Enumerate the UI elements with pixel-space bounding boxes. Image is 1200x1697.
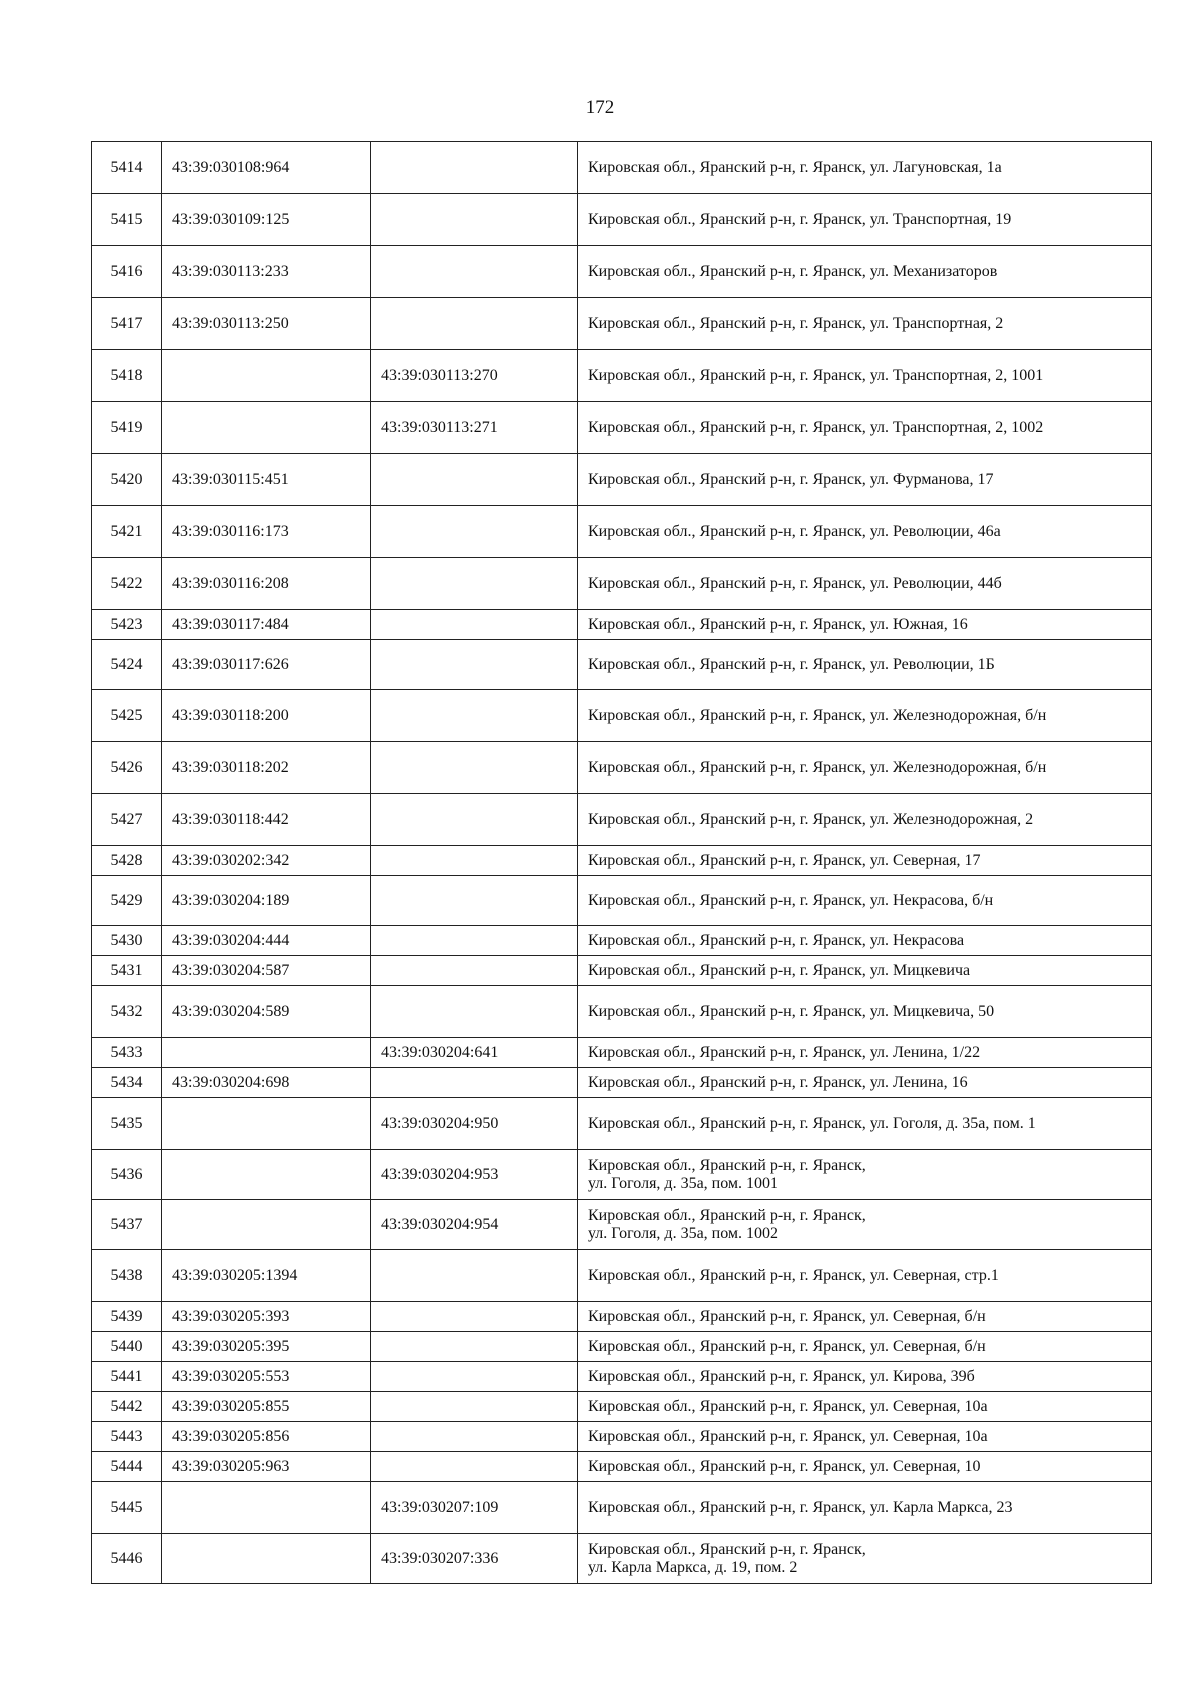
row-number: 5442 (92, 1392, 162, 1422)
address-cell (578, 1068, 1152, 1098)
address-cell (578, 1250, 1152, 1302)
address-cell (578, 986, 1152, 1038)
address-line: Кировская обл., Яранский р-н, г. Яранск, ул. Некрасова (588, 931, 965, 949)
address-line-2: ул. Гоголя, д. 35а, пом. 1002 (588, 1224, 779, 1242)
table-row (92, 956, 1152, 986)
address-line: Кировская обл., Яранский р-н, г. Яранск, (588, 1540, 866, 1558)
cadastral-number-land: 43:39:030113:233 (162, 246, 371, 298)
table-row (92, 454, 1152, 506)
address-line: Кировская обл., Яранский р-н, г. Яранск, ул. Гоголя, д. 35а, пом. 1 (588, 1114, 1036, 1132)
table-row (92, 1392, 1152, 1422)
table-row (92, 1452, 1152, 1482)
address-cell (578, 846, 1152, 876)
row-number: 5445 (92, 1482, 162, 1534)
address-line: Кировская обл., Яранский р-н, г. Яранск, ул. Южная, 16 (588, 615, 968, 633)
cadastral-number-land: 43:39:030205:553 (162, 1362, 371, 1392)
table-row (92, 794, 1152, 846)
cadastral-number-building: 43:39:030207:109 (371, 1482, 578, 1534)
address-line: Кировская обл., Яранский р-н, г. Яранск, ул. Кирова, 39б (588, 1367, 975, 1385)
cadastral-number-land: 43:39:030118:202 (162, 742, 371, 794)
cadastral-number-land: 43:39:030118:442 (162, 794, 371, 846)
cadastral-number-land: 43:39:030205:1394 (162, 1250, 371, 1302)
address-cell (578, 1302, 1152, 1332)
table-row (92, 876, 1152, 926)
row-number: 5438 (92, 1250, 162, 1302)
cadastral-number-land: 43:39:030204:587 (162, 956, 371, 986)
row-number: 5433 (92, 1038, 162, 1068)
row-number: 5432 (92, 986, 162, 1038)
table-row (92, 1332, 1152, 1362)
address-cell (578, 690, 1152, 742)
cadastral-number-land (162, 1200, 371, 1250)
row-number: 5423 (92, 610, 162, 640)
address-cell (578, 1362, 1152, 1392)
address-cell (578, 350, 1152, 402)
address-cell (578, 640, 1152, 690)
address-line: Кировская обл., Яранский р-н, г. Яранск, ул. Железнодорожная, б/н (588, 758, 1047, 776)
address-cell (578, 1534, 1152, 1584)
row-number: 5434 (92, 1068, 162, 1098)
cadastral-number-building: 43:39:030207:336 (371, 1534, 578, 1584)
row-number: 5414 (92, 142, 162, 194)
address-cell (578, 1332, 1152, 1362)
cadastral-number-land: 43:39:030204:189 (162, 876, 371, 926)
row-number: 5444 (92, 1452, 162, 1482)
row-number: 5425 (92, 690, 162, 742)
address-line: Кировская обл., Яранский р-н, г. Яранск, ул. Северная, стр.1 (588, 1266, 999, 1284)
address-line: Кировская обл., Яранский р-н, г. Яранск, ул. Некрасова, б/н (588, 891, 994, 909)
address-line: Кировская обл., Яранский р-н, г. Яранск, ул. Мицкевича, 50 (588, 1002, 995, 1020)
table-row (92, 246, 1152, 298)
address-cell (578, 956, 1152, 986)
address-cell (578, 1452, 1152, 1482)
row-number: 5421 (92, 506, 162, 558)
table-row (92, 298, 1152, 350)
page-number: 172 (585, 97, 615, 118)
address-cell (578, 558, 1152, 610)
cadastral-number-building: 43:39:030204:954 (371, 1200, 578, 1250)
table-row (92, 1482, 1152, 1534)
row-number: 5415 (92, 194, 162, 246)
cadastral-number-building (371, 558, 578, 610)
address-line: Кировская обл., Яранский р-н, г. Яранск, ул. Северная, 17 (588, 851, 981, 869)
cadastral-number-land (162, 1038, 371, 1068)
address-line: Кировская обл., Яранский р-н, г. Яранск, ул. Северная, б/н (588, 1337, 986, 1355)
cadastral-number-building (371, 926, 578, 956)
address-line: Кировская обл., Яранский р-н, г. Яранск, ул. Транспортная, 19 (588, 210, 1012, 228)
cadastral-number-land: 43:39:030118:200 (162, 690, 371, 742)
row-number: 5427 (92, 794, 162, 846)
address-line: Кировская обл., Яранский р-н, г. Яранск, ул. Северная, б/н (588, 1307, 986, 1325)
cadastral-number-building: 43:39:030204:950 (371, 1098, 578, 1150)
address-line: Кировская обл., Яранский р-н, г. Яранск, ул. Ленина, 1/22 (588, 1043, 981, 1061)
address-line: Кировская обл., Яранский р-н, г. Яранск, ул. Революции, 44б (588, 574, 1002, 592)
table-row (92, 558, 1152, 610)
address-cell (578, 1200, 1152, 1250)
cadastral-number-building (371, 1422, 578, 1452)
address-line-2: ул. Карла Маркса, д. 19, пом. 2 (588, 1558, 798, 1576)
row-number: 5426 (92, 742, 162, 794)
table-row (92, 1302, 1152, 1332)
cadastral-number-building (371, 246, 578, 298)
row-number: 5420 (92, 454, 162, 506)
cadastral-number-building (371, 742, 578, 794)
cadastral-number-land (162, 402, 371, 454)
cadastral-number-building (371, 956, 578, 986)
cadastral-number-land: 43:39:030204:444 (162, 926, 371, 956)
cadastral-number-building (371, 986, 578, 1038)
cadastral-number-land: 43:39:030116:173 (162, 506, 371, 558)
row-number: 5430 (92, 926, 162, 956)
address-line: Кировская обл., Яранский р-н, г. Яранск, (588, 1206, 866, 1224)
address-cell (578, 926, 1152, 956)
table-row (92, 402, 1152, 454)
address-cell (578, 1422, 1152, 1452)
address-line: Кировская обл., Яранский р-н, г. Яранск, ул. Северная, 10а (588, 1397, 988, 1415)
cadastral-number-building (371, 846, 578, 876)
cadastral-number-building (371, 194, 578, 246)
address-line: Кировская обл., Яранский р-н, г. Яранск, ул. Железнодорожная, б/н (588, 706, 1047, 724)
cadastral-number-building (371, 610, 578, 640)
cadastral-number-land: 43:39:030205:393 (162, 1302, 371, 1332)
cadastral-number-land (162, 1150, 371, 1200)
cadastral-number-land (162, 1482, 371, 1534)
row-number: 5422 (92, 558, 162, 610)
address-cell (578, 1038, 1152, 1068)
address-line-2: ул. Гоголя, д. 35а, пом. 1001 (588, 1174, 779, 1192)
address-line: Кировская обл., Яранский р-н, г. Яранск, ул. Механизаторов (588, 262, 998, 280)
row-number: 5446 (92, 1534, 162, 1584)
table-row (92, 690, 1152, 742)
cadastral-number-land: 43:39:030117:484 (162, 610, 371, 640)
row-number: 5424 (92, 640, 162, 690)
address-cell (578, 142, 1152, 194)
cadastral-number-building (371, 1332, 578, 1362)
address-line: Кировская обл., Яранский р-н, г. Яранск, ул. Фурманова, 17 (588, 470, 994, 488)
registry-table (91, 141, 1152, 1584)
row-number: 5419 (92, 402, 162, 454)
address-cell (578, 298, 1152, 350)
row-number: 5435 (92, 1098, 162, 1150)
address-cell (578, 454, 1152, 506)
address-line: Кировская обл., Яранский р-н, г. Яранск, ул. Транспортная, 2, 1001 (588, 366, 1044, 384)
cadastral-number-building (371, 876, 578, 926)
cadastral-number-building: 43:39:030113:271 (371, 402, 578, 454)
cadastral-number-land: 43:39:030109:125 (162, 194, 371, 246)
address-cell (578, 876, 1152, 926)
address-cell (578, 1150, 1152, 1200)
cadastral-number-land: 43:39:030205:963 (162, 1452, 371, 1482)
table-row (92, 1200, 1152, 1250)
address-cell (578, 506, 1152, 558)
cadastral-number-building (371, 142, 578, 194)
address-line: Кировская обл., Яранский р-н, г. Яранск, ул. Лагуновская, 1а (588, 158, 1002, 176)
row-number: 5428 (92, 846, 162, 876)
cadastral-number-land: 43:39:030204:698 (162, 1068, 371, 1098)
table-row (92, 350, 1152, 402)
table-row (92, 1150, 1152, 1200)
cadastral-number-land: 43:39:030202:342 (162, 846, 371, 876)
address-line: Кировская обл., Яранский р-н, г. Яранск, ул. Транспортная, 2, 1002 (588, 418, 1044, 436)
table-row (92, 1250, 1152, 1302)
cadastral-number-building (371, 794, 578, 846)
table-row (92, 142, 1152, 194)
cadastral-number-building (371, 640, 578, 690)
address-cell (578, 742, 1152, 794)
table-row (92, 1422, 1152, 1452)
address-line: Кировская обл., Яранский р-н, г. Яранск, ул. Ленина, 16 (588, 1073, 968, 1091)
row-number: 5416 (92, 246, 162, 298)
table-row (92, 506, 1152, 558)
address-line: Кировская обл., Яранский р-н, г. Яранск, ул. Революции, 1Б (588, 655, 995, 673)
row-number: 5429 (92, 876, 162, 926)
cadastral-number-building: 43:39:030204:641 (371, 1038, 578, 1068)
row-number: 5440 (92, 1332, 162, 1362)
cadastral-number-land: 43:39:030115:451 (162, 454, 371, 506)
cadastral-number-building (371, 690, 578, 742)
row-number: 5439 (92, 1302, 162, 1332)
row-number: 5441 (92, 1362, 162, 1392)
cadastral-number-building (371, 506, 578, 558)
cadastral-number-building (371, 1362, 578, 1392)
address-line: Кировская обл., Яранский р-н, г. Яранск, (588, 1156, 866, 1174)
cadastral-number-building (371, 1452, 578, 1482)
address-cell (578, 402, 1152, 454)
cadastral-number-building: 43:39:030204:953 (371, 1150, 578, 1200)
cadastral-number-building (371, 1302, 578, 1332)
table-row (92, 1098, 1152, 1150)
cadastral-number-building (371, 298, 578, 350)
cadastral-number-building (371, 1250, 578, 1302)
table-row (92, 1534, 1152, 1584)
cadastral-number-building (371, 1392, 578, 1422)
row-number: 5436 (92, 1150, 162, 1200)
address-line: Кировская обл., Яранский р-н, г. Яранск, ул. Революции, 46а (588, 522, 1001, 540)
cadastral-number-building: 43:39:030113:270 (371, 350, 578, 402)
cadastral-number-land: 43:39:030204:589 (162, 986, 371, 1038)
cadastral-number-land: 43:39:030205:856 (162, 1422, 371, 1452)
address-line: Кировская обл., Яранский р-н, г. Яранск, ул. Северная, 10а (588, 1427, 988, 1445)
address-line: Кировская обл., Яранский р-н, г. Яранск, ул. Транспортная, 2 (588, 314, 1004, 332)
table-row (92, 610, 1152, 640)
address-cell (578, 194, 1152, 246)
cadastral-number-land: 43:39:030117:626 (162, 640, 371, 690)
row-number: 5417 (92, 298, 162, 350)
cadastral-number-land (162, 350, 371, 402)
table-row (92, 846, 1152, 876)
table-row (92, 1038, 1152, 1068)
row-number: 5418 (92, 350, 162, 402)
address-cell (578, 1482, 1152, 1534)
cadastral-number-land: 43:39:030116:208 (162, 558, 371, 610)
cadastral-number-land: 43:39:030113:250 (162, 298, 371, 350)
cadastral-number-land (162, 1098, 371, 1150)
cadastral-number-land: 43:39:030205:395 (162, 1332, 371, 1362)
table-row (92, 926, 1152, 956)
cadastral-number-building (371, 454, 578, 506)
registry-body (92, 142, 1152, 1584)
cadastral-number-land: 43:39:030205:855 (162, 1392, 371, 1422)
address-cell (578, 246, 1152, 298)
row-number: 5443 (92, 1422, 162, 1452)
table-row (92, 1362, 1152, 1392)
address-cell (578, 794, 1152, 846)
address-cell (578, 610, 1152, 640)
cadastral-number-land: 43:39:030108:964 (162, 142, 371, 194)
table-row (92, 194, 1152, 246)
address-cell (578, 1392, 1152, 1422)
cadastral-number-land (162, 1534, 371, 1584)
table-row (92, 742, 1152, 794)
address-line: Кировская обл., Яранский р-н, г. Яранск, ул. Мицкевича (588, 961, 971, 979)
table-row (92, 640, 1152, 690)
table-row (92, 1068, 1152, 1098)
cadastral-number-building (371, 1068, 578, 1098)
address-line: Кировская обл., Яранский р-н, г. Яранск, ул. Северная, 10 (588, 1457, 981, 1475)
address-line: Кировская обл., Яранский р-н, г. Яранск, ул. Железнодорожная, 2 (588, 810, 1034, 828)
table-row (92, 986, 1152, 1038)
row-number: 5437 (92, 1200, 162, 1250)
address-cell (578, 1098, 1152, 1150)
address-line: Кировская обл., Яранский р-н, г. Яранск, ул. Карла Маркса, 23 (588, 1498, 1013, 1516)
row-number: 5431 (92, 956, 162, 986)
